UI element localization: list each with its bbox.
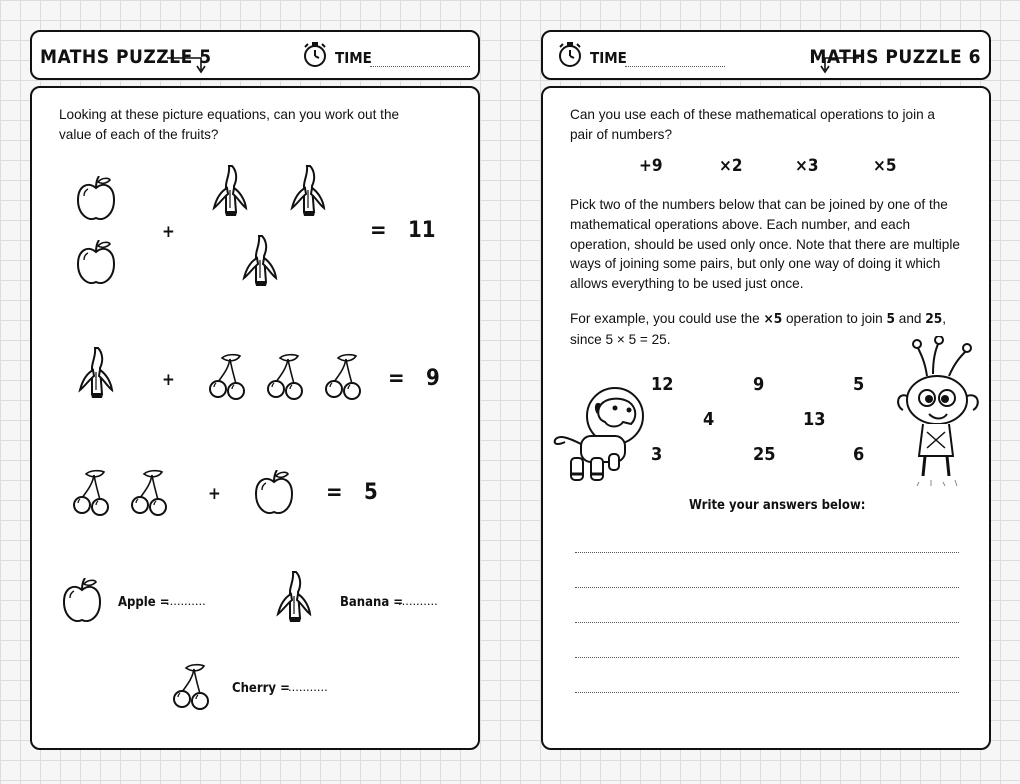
alien-illustration: [889, 336, 989, 486]
stopwatch-icon: [557, 41, 583, 69]
banana-icon: [288, 164, 330, 220]
time-label: TIME: [590, 49, 627, 67]
intro-text: Looking at these picture equations, can you work out the value of each of the fruits?: [59, 107, 400, 142]
intro-text: Can you use each of these mathematical operations to join a pair of numbers?: [570, 107, 935, 142]
banana-icon: [240, 234, 282, 290]
equals-sign: =: [370, 218, 387, 243]
number-item: 3: [651, 444, 663, 465]
stopwatch-icon: [302, 41, 328, 69]
operation-times5: ×5: [873, 156, 897, 176]
time-label: TIME: [335, 49, 372, 67]
astronaut-dog-illustration: [549, 378, 649, 488]
equals-sign: =: [388, 366, 405, 391]
apple-answer-blank[interactable]: ...........: [166, 593, 206, 608]
number-item: 6: [853, 444, 865, 465]
equals-sign: =: [326, 480, 343, 505]
banana-answer-label: Banana =: [340, 595, 404, 610]
banana-icon: [274, 570, 316, 626]
number-item: 25: [753, 444, 776, 465]
answer-line[interactable]: [575, 552, 959, 553]
plus-sign: +: [208, 484, 221, 504]
result-value: 9: [426, 366, 440, 391]
apple-icon: [62, 578, 104, 626]
time-input-line[interactable]: [625, 66, 725, 67]
right-header-box: [541, 30, 991, 80]
apple-answer-label: Apple =: [118, 595, 170, 610]
answer-line[interactable]: [575, 622, 959, 623]
result-value: 5: [364, 480, 378, 505]
number-item: 12: [651, 374, 674, 395]
cherry-icon: [172, 662, 212, 712]
answer-line[interactable]: [575, 587, 959, 588]
example-text: For example, you could use the ×5 operation to join 5 and 25, since 5 × 5 = 25.: [570, 311, 947, 347]
instructions-text: Pick two of the numbers below that can be joined by one of the mathematical operations above. Each number, and each operation, should be used only once. Note that there are multiple ways of joining some pairs, but only one way of doing it which allows everything to be used just once.: [570, 197, 960, 292]
banana-icon: [76, 346, 118, 402]
answer-line[interactable]: [575, 692, 959, 693]
time-input-line[interactable]: [370, 66, 470, 67]
plus-sign: +: [162, 222, 175, 242]
number-item: 5: [853, 374, 865, 395]
apple-icon: [254, 470, 296, 518]
apple-icon: [76, 240, 118, 288]
write-answers-label: Write your answers below:: [689, 498, 866, 513]
answer-line[interactable]: [575, 657, 959, 658]
cherry-icon: [266, 352, 306, 402]
number-item: 13: [803, 409, 826, 430]
banana-icon: [210, 164, 252, 220]
plus-sign: +: [162, 370, 175, 390]
apple-icon: [76, 176, 118, 224]
cherry-answer-blank[interactable]: ...........: [288, 679, 328, 694]
cherry-answer-label: Cherry =: [232, 681, 290, 696]
operation-plus9: +9: [639, 156, 663, 176]
number-item: 4: [703, 409, 715, 430]
page-title: MATHS PUZZLE 6: [809, 46, 981, 68]
cherry-icon: [208, 352, 248, 402]
cherry-icon: [130, 468, 170, 518]
number-item: 9: [753, 374, 765, 395]
page-title: MATHS PUZZLE 5: [40, 46, 212, 68]
down-arrow-icon: [167, 52, 207, 76]
cherry-icon: [72, 468, 112, 518]
left-header-box: [30, 30, 480, 80]
left-content-box: [30, 86, 480, 750]
operation-times3: ×3: [795, 156, 819, 176]
right-content-box: [541, 86, 991, 750]
cherry-icon: [324, 352, 364, 402]
operation-times2: ×2: [719, 156, 743, 176]
result-value: 11: [408, 218, 436, 243]
banana-answer-blank[interactable]: ...........: [398, 593, 438, 608]
